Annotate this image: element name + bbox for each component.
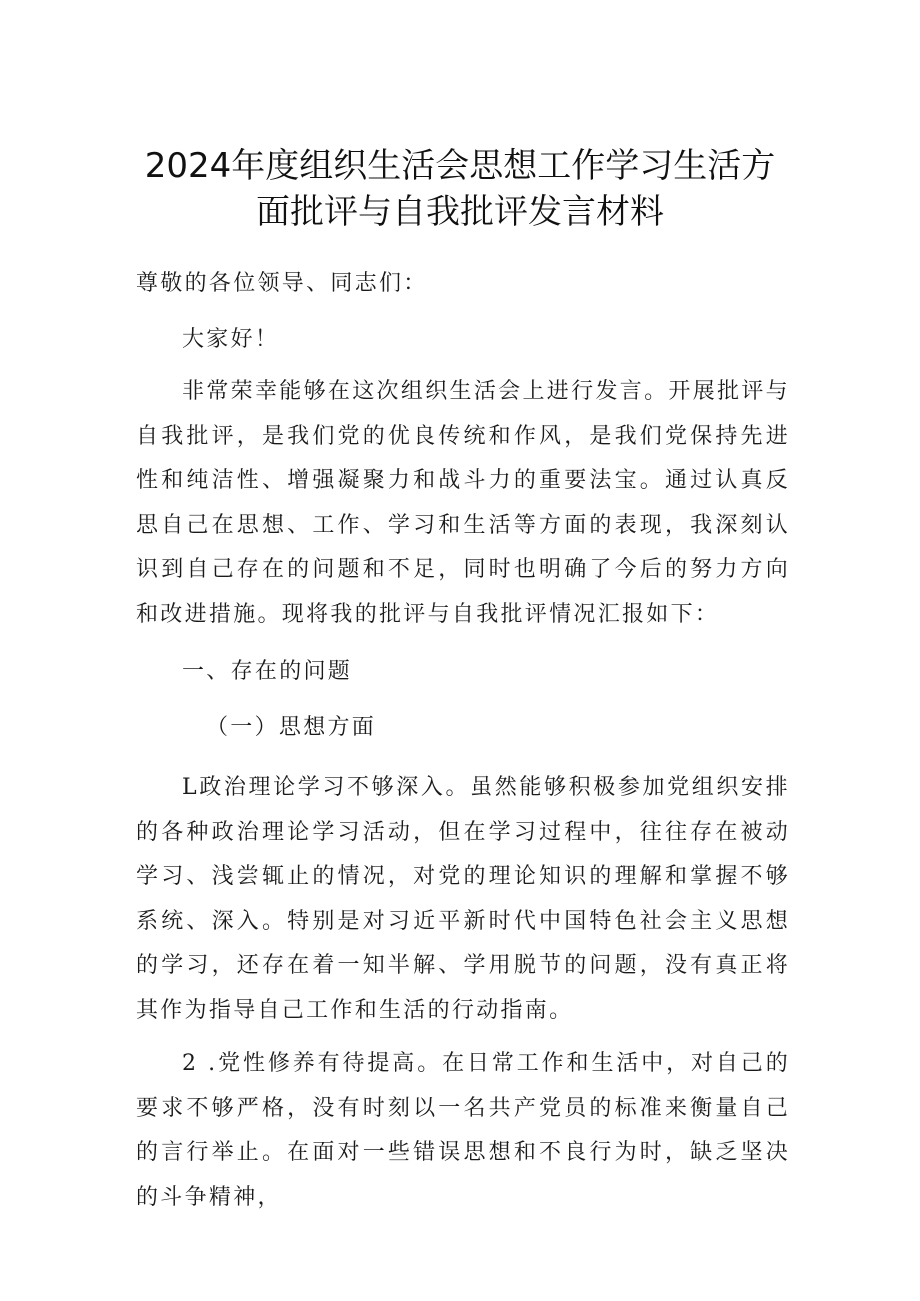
paragraph-item-2: 2 .党性修养有待提高。在日常工作和生活中，对自己的要求不够严格，没有时刻以一名共产党员的标准来衡量自己的言行举止。在面对一些错误思想和不良行为时，缺乏坚决的斗争精神， <box>136 1051 790 1210</box>
document-title-line-1: 2024年度组织生活会思想工作学习生活方 <box>144 146 776 186</box>
subsection-heading-thought: （一）思想方面 <box>206 715 377 740</box>
section-heading-problems: 一、存在的问题 <box>182 659 353 684</box>
greeting: 大家好！ <box>182 327 280 352</box>
salutation: 尊敬的各位领导、同志们： <box>136 271 428 296</box>
paragraph-item-1: L政治理论学习不够深入。虽然能够积极参加党组织安排的各种政治理论学习活动，但在学习过程中，往往存在被动学习、浅尝辄止的情况，对党的理论知识的理解和掌握不够系统、深入。特别是对习近平新时代中国特色社会主义思想的学习，还存在着一知半解、学用脱节的问题，没有真正将其作为指导自己工作和生活的行动指南。 <box>136 775 790 1023</box>
intro-paragraph: 非常荣幸能够在这次组织生活会上进行发言。开展批评与自我批评，是我们党的优良传统和作风，是我们党保持先进性和纯洁性、增强凝聚力和战斗力的重要法宝。通过认真反思自己在思想、工作、学习和生活等方面的表现，我深刻认识到自己存在的问题和不足，同时也明确了今后的努力方向和改进措施。现将我的批评与自我批评情况汇报如下： <box>136 379 790 627</box>
document-title-line-2: 面批评与自我批评发言材料 <box>256 192 664 232</box>
